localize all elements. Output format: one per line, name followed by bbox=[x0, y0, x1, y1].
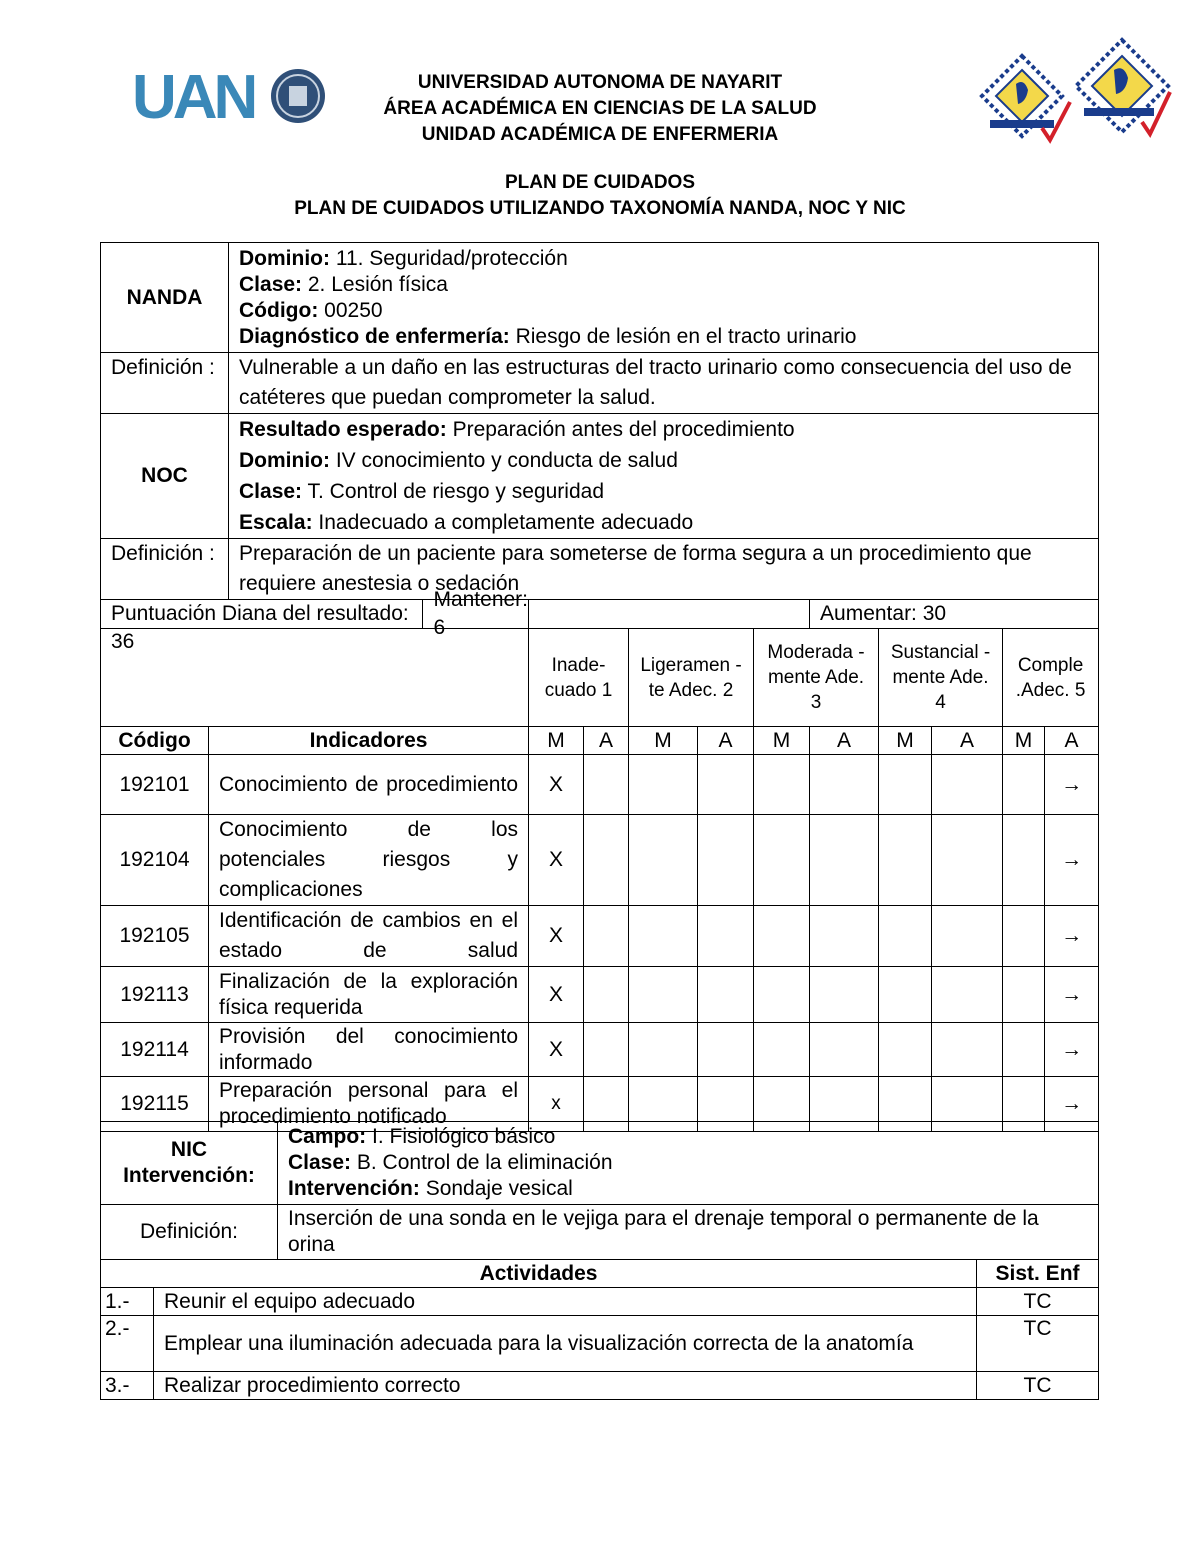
activities-table bbox=[100, 1259, 1099, 1400]
indicator-row bbox=[101, 967, 1099, 1023]
indicator-code: 192105 bbox=[101, 906, 209, 967]
indicator-mark-a5: → bbox=[1045, 815, 1099, 906]
noc-definition-row bbox=[101, 539, 1099, 600]
indicator-text: Finalización de la exploración física requerida bbox=[209, 967, 529, 1023]
nanda-diagnostico: Diagnóstico de enfermería: Riesgo de lesión en el tracto urinario bbox=[239, 324, 857, 348]
scores-row bbox=[101, 600, 1099, 629]
noc-definition-label: Definición : bbox=[101, 539, 229, 600]
a3-header: A bbox=[810, 727, 879, 755]
indicator-text: Conocimiento de procedimiento bbox=[209, 755, 529, 815]
nic-table bbox=[100, 1121, 1099, 1260]
nanda-definition-label: Definición : bbox=[101, 353, 229, 414]
nic-intervencion: Intervención: Sondaje vesical bbox=[288, 1177, 573, 1200]
indicator-code: 192101 bbox=[101, 755, 209, 815]
sist-enf-header: Sist. Enf bbox=[977, 1260, 1099, 1288]
activity-number: 3.- bbox=[101, 1372, 154, 1400]
nic-campo: Campo: I. Fisiológico básico bbox=[288, 1125, 556, 1148]
scale-header-3: Moderada -mente Ade. 3 bbox=[754, 629, 879, 727]
nic-clase: Clase: B. Control de la eliminación bbox=[288, 1151, 613, 1174]
m1-header: M bbox=[529, 727, 584, 755]
nic-definition-text: Inserción de una sonda en le vejiga para el drenaje temporal o permanente de la orina bbox=[278, 1205, 1099, 1260]
activity-sist: TC bbox=[977, 1288, 1099, 1316]
m4-header: M bbox=[879, 727, 932, 755]
nanda-label: NANDA bbox=[101, 243, 229, 353]
nanda-definition-text: Vulnerable a un daño en las estructuras del tracto urinario como consecuencia del uso de catéteres que puedan comprometer la salud. bbox=[229, 353, 1099, 414]
indicator-mark-a5: → bbox=[1045, 1023, 1099, 1077]
indicator-row bbox=[101, 1023, 1099, 1077]
scale-header-4: Sustancial -mente Ade. 4 bbox=[879, 629, 1003, 727]
indicator-mark-a5: → bbox=[1045, 906, 1099, 967]
indicator-text: Conocimiento de los potenciales riesgos y complicaciones bbox=[209, 815, 529, 906]
nanda-clase: Clase: 2. Lesión física bbox=[239, 272, 448, 296]
indicator-mark-m1: X bbox=[529, 967, 584, 1023]
mantener-score: Mantener: 6 bbox=[433, 588, 529, 639]
activity-row bbox=[101, 1372, 1099, 1400]
indicator-mark-m1: X bbox=[529, 755, 584, 815]
nic-details bbox=[278, 1122, 1099, 1205]
codigo-header: Código bbox=[101, 727, 209, 755]
scale-header-5: Comple .Adec. 5 bbox=[1003, 629, 1099, 727]
nic-row bbox=[101, 1122, 1099, 1205]
indicator-mark-m1: X bbox=[529, 906, 584, 967]
indicator-code: 192113 bbox=[101, 967, 209, 1023]
a5-header: A bbox=[1045, 727, 1099, 755]
institution-header bbox=[0, 70, 1200, 148]
activity-number: 2.- bbox=[101, 1316, 154, 1372]
indicator-mark-m1: X bbox=[529, 815, 584, 906]
academic-unit: UNIDAD ACADÉMICA DE ENFERMERIA bbox=[421, 124, 779, 145]
activities-header-row bbox=[101, 1260, 1099, 1288]
indicator-code: 192114 bbox=[101, 1023, 209, 1077]
university-name: UNIVERSIDAD AUTONOMA DE NAYARIT bbox=[417, 72, 783, 93]
m5-header: M bbox=[1003, 727, 1045, 755]
indicator-text: Preparación personal para el procedimiento notificado bbox=[209, 1077, 529, 1132]
activity-number: 1.- bbox=[101, 1288, 154, 1316]
nic-definition-label: Definición: bbox=[101, 1205, 278, 1260]
column-header-row bbox=[101, 727, 1099, 755]
indicator-text: Provisión del conocimiento informado bbox=[209, 1023, 529, 1077]
indicator-mark-a5: → bbox=[1045, 1077, 1099, 1132]
nanda-details bbox=[229, 243, 1099, 353]
academic-area: ÁREA ACADÉMICA EN CIENCIAS DE LA SALUD bbox=[383, 98, 817, 119]
document-titles bbox=[0, 170, 1200, 222]
scale-header-1: Inade- cuado 1 bbox=[529, 629, 629, 727]
page-subtitle: PLAN DE CUIDADOS UTILIZANDO TAXONOMÍA NANDA, NOC Y NIC bbox=[294, 198, 906, 219]
activity-sist: TC bbox=[977, 1372, 1099, 1400]
noc-clase: Clase: T. Control de riesgo y seguridad bbox=[239, 480, 604, 503]
indicator-code: 192104 bbox=[101, 815, 209, 906]
scores-cell bbox=[101, 588, 529, 653]
scale-header-blank bbox=[101, 629, 529, 727]
indicator-text: Identificación de cambios en el estado de salud bbox=[209, 906, 529, 967]
indicator-mark-m1: X bbox=[529, 1023, 584, 1077]
indicator-row bbox=[101, 755, 1099, 815]
diana-score: Puntuación Diana del resultado: 36 bbox=[101, 600, 423, 628]
indicadores-header: Indicadores bbox=[209, 727, 529, 755]
indicator-mark-a5: → bbox=[1045, 967, 1099, 1023]
activity-text: Reunir el equipo adecuado bbox=[154, 1288, 977, 1316]
nanda-dominio: Dominio: 11. Seguridad/protección bbox=[239, 246, 568, 270]
indicator-row bbox=[101, 815, 1099, 906]
nic-definition-row bbox=[101, 1205, 1099, 1260]
m3-header: M bbox=[754, 727, 810, 755]
scores-spacer bbox=[529, 600, 810, 629]
indicator-mark-a5: → bbox=[1045, 755, 1099, 815]
indicator-mark-m1: x bbox=[529, 1077, 584, 1132]
activity-text: Realizar procedimiento correcto bbox=[154, 1372, 977, 1400]
nic-label: NIC Intervención: bbox=[101, 1122, 278, 1205]
nanda-noc-table bbox=[100, 242, 1099, 1132]
noc-escala: Escala: Inadecuado a completamente adecuado bbox=[239, 511, 694, 534]
activity-row bbox=[101, 1288, 1099, 1316]
noc-resultado: Resultado esperado: Preparación antes del procedimiento bbox=[239, 418, 795, 441]
a1-header: A bbox=[584, 727, 629, 755]
nanda-definition-row bbox=[101, 353, 1099, 414]
page-title: PLAN DE CUIDADOS bbox=[504, 172, 695, 193]
a2-header: A bbox=[698, 727, 754, 755]
noc-details bbox=[229, 414, 1099, 539]
nanda-codigo: Código: 00250 bbox=[239, 298, 383, 322]
indicator-code: 192115 bbox=[101, 1077, 209, 1132]
noc-label: NOC bbox=[101, 414, 229, 539]
noc-row bbox=[101, 414, 1099, 539]
activity-text: Emplear una iluminación adecuada para la visualización correcta de la anatomía bbox=[154, 1316, 977, 1372]
activity-sist: TC bbox=[977, 1316, 1099, 1372]
nanda-row bbox=[101, 243, 1099, 353]
noc-definition-text: Preparación de un paciente para someterse de forma segura a un procedimiento que requiere anestesia o sedación bbox=[229, 539, 1099, 600]
noc-dominio: Dominio: IV conocimiento y conducta de salud bbox=[239, 449, 678, 472]
activity-row bbox=[101, 1316, 1099, 1372]
a4-header: A bbox=[932, 727, 1003, 755]
activities-header: Actividades bbox=[101, 1260, 977, 1288]
indicator-row bbox=[101, 906, 1099, 967]
scale-header-2: Ligeramen -te Adec. 2 bbox=[629, 629, 754, 727]
uan-logo-text: UAN bbox=[132, 66, 255, 126]
m2-header: M bbox=[629, 727, 698, 755]
scale-header-row bbox=[101, 629, 1099, 727]
aumentar-score: Aumentar: 30 bbox=[810, 600, 1099, 629]
